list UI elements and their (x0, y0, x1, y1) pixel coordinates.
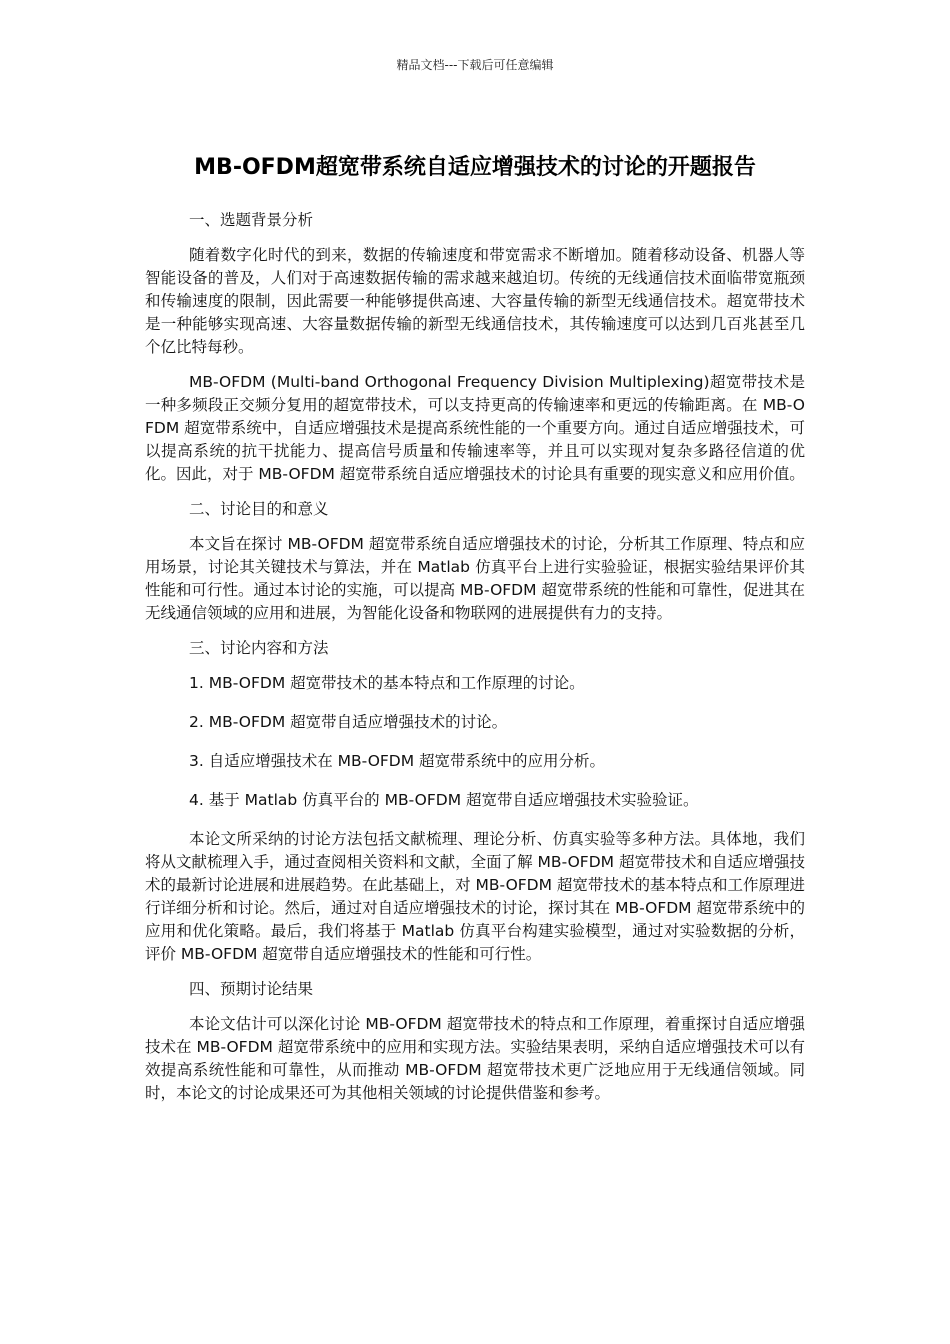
list-text: 基于 Matlab 仿真平台的 MB-OFDM 超宽带自适应增强技术实验验证。 (208, 791, 699, 809)
list-item (145, 750, 805, 773)
expected-results-paragraph: 本论文估计可以深化讨论 MB-OFDM 超宽带技术的特点和工作原理，着重探讨自适应增强技术在 MB-OFDM 超宽带系统中的应用和实现方法。实验结果表明，采纳自适应增强技术可以有效提高系统性能和可靠性，从而推动 MB-OFDM 超宽带技术更广泛地应用于无线通信领域。同时，本论文的讨论成果还可为其他相关领域的讨论提供借鉴和参考。 (145, 1015, 805, 1102)
list-number: 2. (189, 713, 204, 731)
section-heading-methods: 三、讨论内容和方法 (189, 639, 329, 657)
list-number: 3. (189, 752, 204, 770)
section-heading-purpose: 二、讨论目的和意义 (189, 500, 329, 518)
list-item (145, 789, 805, 812)
list-item (145, 711, 805, 734)
methods-paragraph: 本论文所采纳的讨论方法包括文献梳理、理论分析、仿真实验等多种方法。具体地，我们将从文献梳理入手，通过查阅相关资料和文献，全面了解 MB-OFDM 超宽带技术和自适应增强技术的最新讨论进展和进展趋势。在此基础上，对 MB-OFDM 超宽带技术的基本特点和工作原理进行详细分析和讨论。然后，通过对自适应增强技术的讨论，探讨其在 MB-OFDM 超宽带系统中的应用和优化策略。最后，我们将基于 Matlab 仿真平台构建实验模型，通过对实验数据的分析，评价 MB-OFDM 超宽带自适应增强技术的性能和可行性。 (145, 830, 805, 963)
background-paragraph-1: 随着数字化时代的到来，数据的传输速度和带宽需求不断增加。随着移动设备、机器人等智能设备的普及，人们对于高速数据传输的需求越来越迫切。传统的无线通信技术面临带宽瓶颈和传输速度的限制，因此需要一种能够提供高速、大容量传输的新型无线通信技术。超宽带技术是一种能够实现高速、大容量数据传输的新型无线通信技术，其传输速度可以达到几百兆甚至几个亿比特每秒。 (145, 246, 805, 356)
document-title: MB-OFDM超宽带系统自适应增强技术的讨论的开题报告 (194, 154, 756, 180)
background-paragraph-2: MB-OFDM (Multi-band Orthogonal Frequency Division Multiplexing)超宽带技术是一种多频段正交频分复用的超宽带技术，可以支持更高的传输速率和更远的传输距离。在 MB-OFDM 超宽带系统中，自适应增强技术是提高系统性能的一个重要方向。通过自适应增强技术，可以提高系统的抗干扰能力、提高信号质量和传输速率等，并且可以实现对复杂多路径信道的优化。因此，对于 MB-OFDM 超宽带系统自适应增强技术的讨论具有重要的现实意义和应用价值。 (145, 373, 805, 483)
header-note: 精品文档---下载后可任意编辑 (396, 58, 554, 72)
list-text: MB-OFDM 超宽带自适应增强技术的讨论。 (208, 713, 508, 731)
section-heading-background: 一、选题背景分析 (189, 211, 314, 229)
section-heading-expected-results: 四、预期讨论结果 (189, 980, 314, 998)
purpose-paragraph: 本文旨在探讨 MB-OFDM 超宽带系统自适应增强技术的讨论，分析其工作原理、特点和应用场景，讨论其关键技术与算法，并在 Matlab 仿真平台上进行实验验证，根据实验结果评价其性能和可行性。通过本讨论的实施，可以提高 MB-OFDM 超宽带系统的性能和可靠性，促进其在无线通信领域的应用和进展，为智能化设备和物联网的进展提供有力的支持。 (145, 535, 805, 622)
list-number: 4. (189, 791, 204, 809)
list-number: 1. (189, 674, 204, 692)
list-text: MB-OFDM 超宽带技术的基本特点和工作原理的讨论。 (208, 674, 585, 692)
list-item (145, 672, 805, 695)
document-content (145, 209, 805, 1117)
list-text: 自适应增强技术在 MB-OFDM 超宽带系统中的应用分析。 (208, 752, 606, 770)
